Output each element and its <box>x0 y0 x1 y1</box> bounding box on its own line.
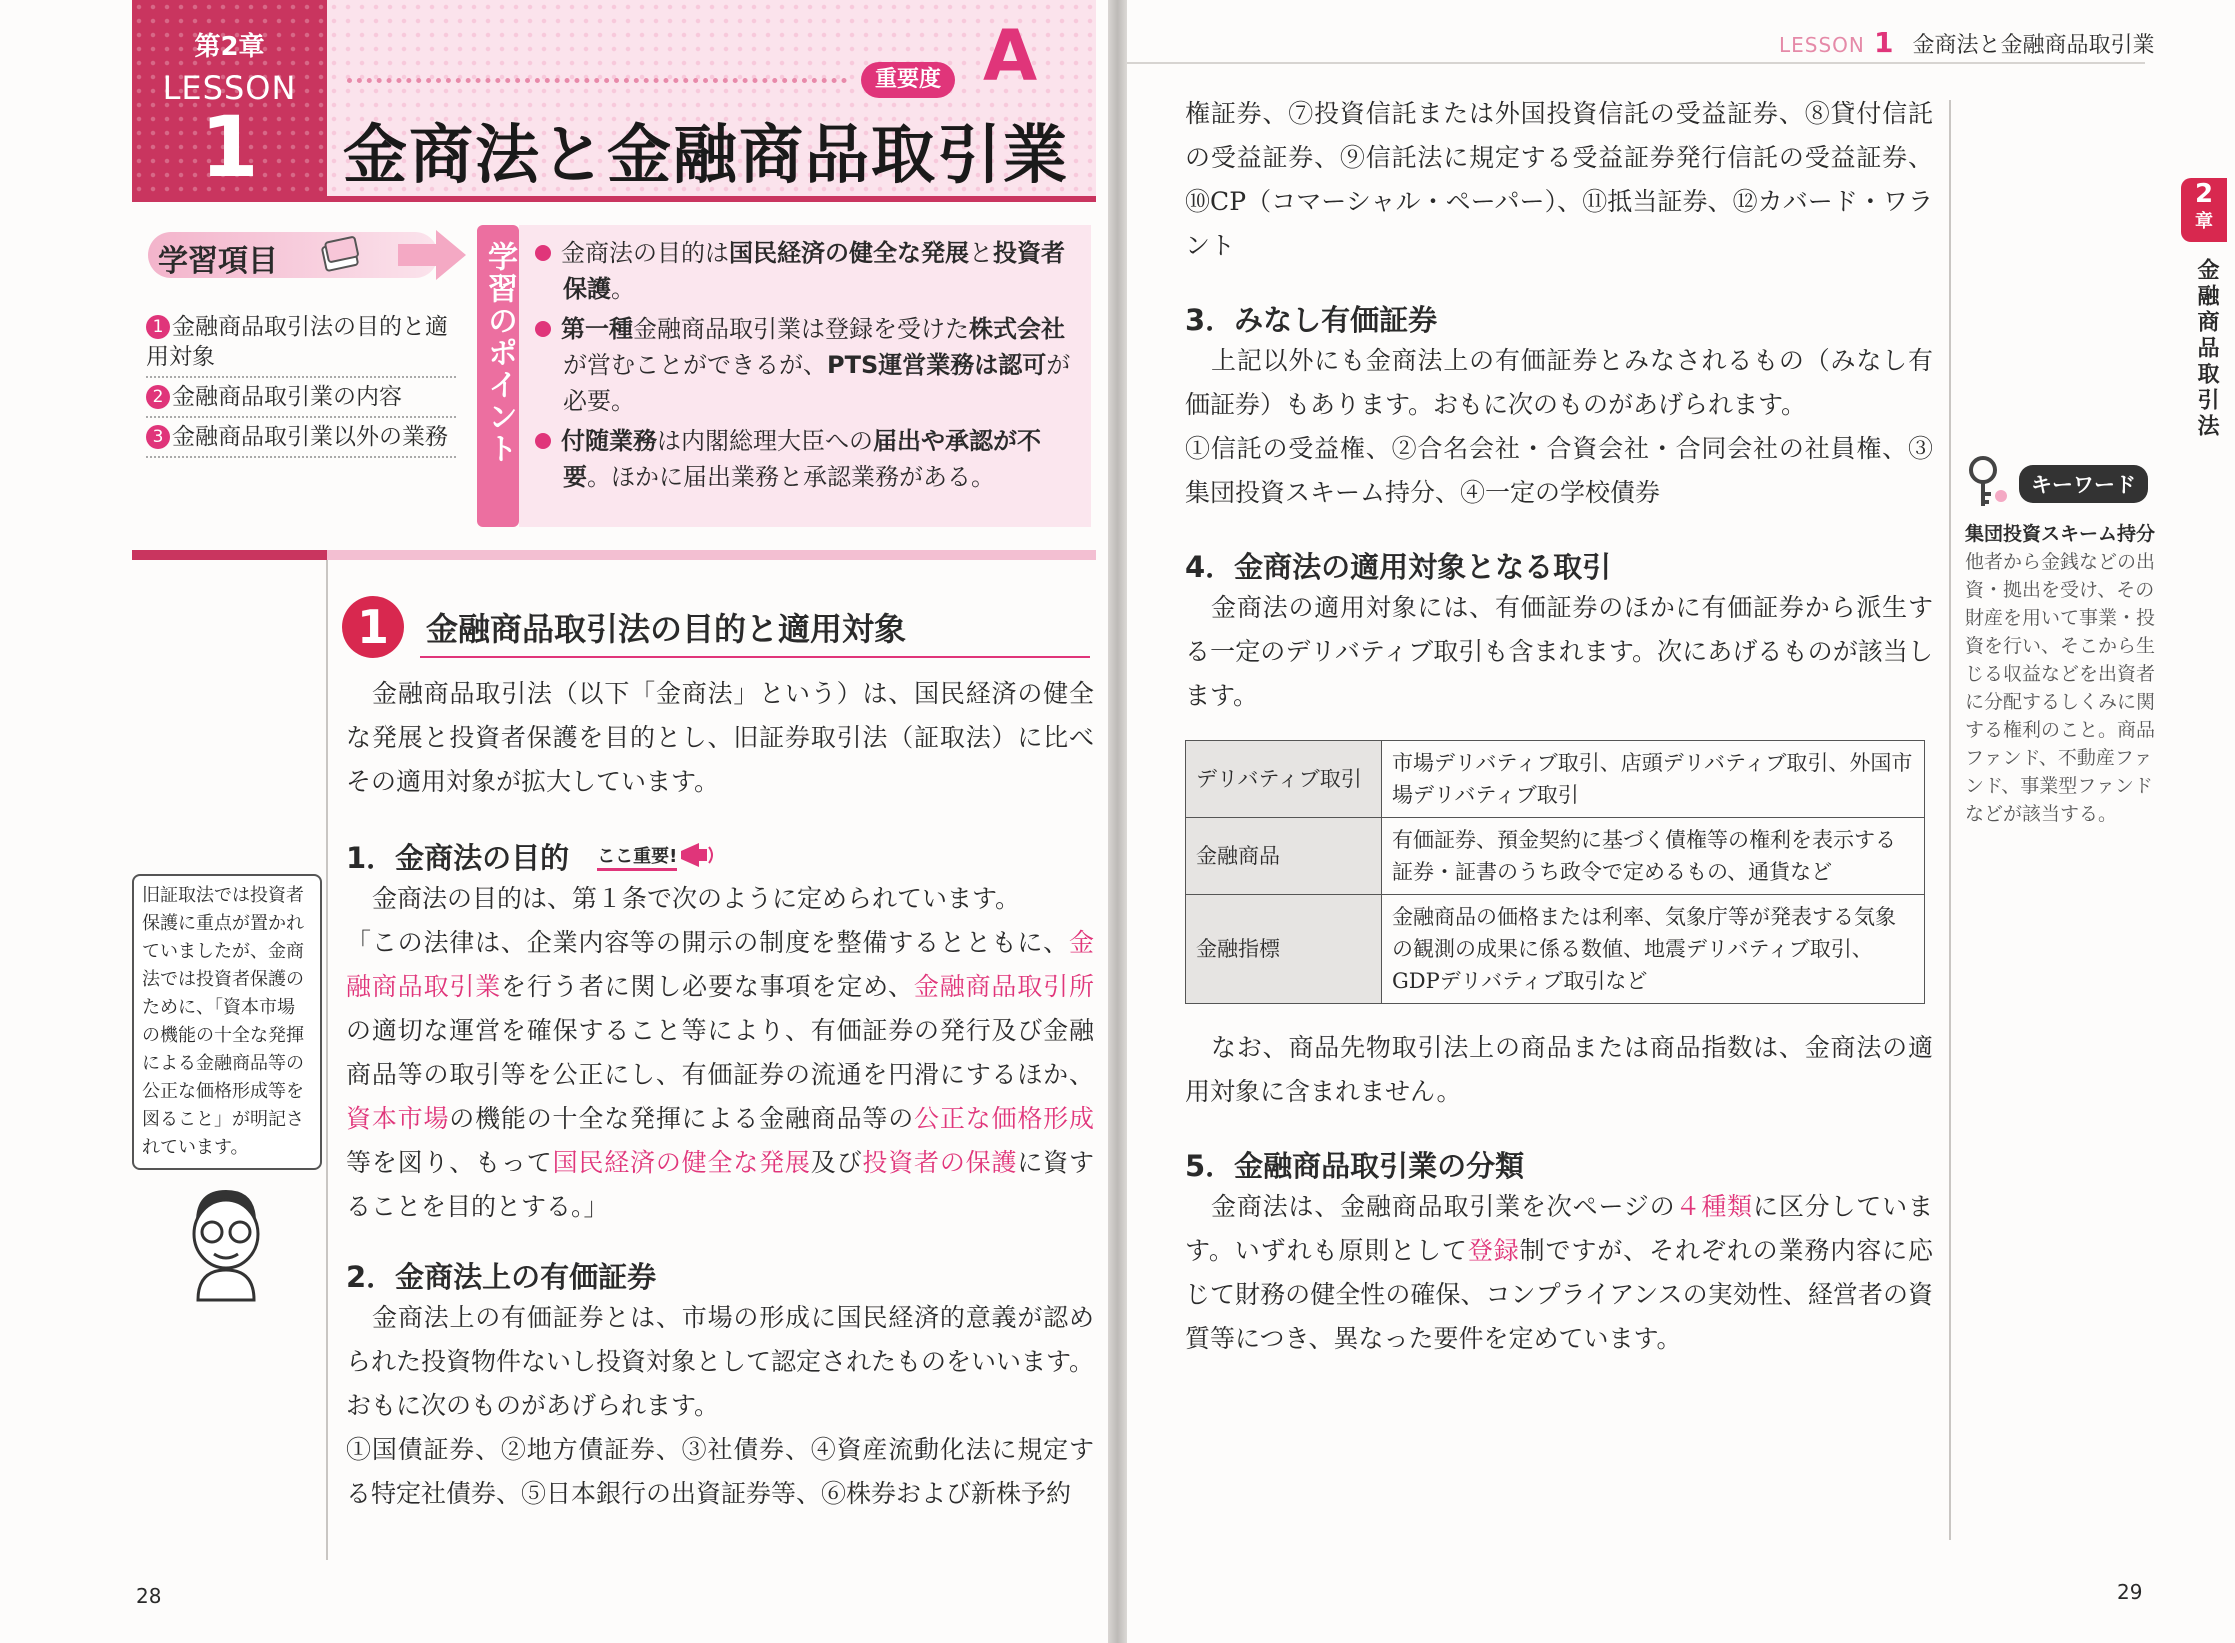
sub4-text: 金商法の適用対象には、有価証券のほかに有価証券から派生する一定のデリバティブ取引も含まれます。次にあげるものが該当します。 <box>1185 593 1933 710</box>
koko-label: ここ重要! <box>597 842 677 871</box>
bold-term: 投資者保護 <box>563 239 1065 303</box>
text-run: を行う者に関し必要な事項を定め、 <box>501 972 914 1001</box>
bold-term: PTS運営業務は認可 <box>827 351 1047 379</box>
highlight-term: 金融商品取引所 <box>913 972 1094 1001</box>
bullet-icon <box>535 245 551 261</box>
text-run: 及び <box>810 1148 863 1177</box>
page-number: 28 <box>136 1584 162 1608</box>
text-run: が必要。 <box>563 351 1071 415</box>
point-text <box>561 239 1065 303</box>
chapter-label: 第2章 <box>194 32 265 62</box>
chapter-tab-label: 章 <box>2195 211 2213 232</box>
chapter-tab-title: 金融商品取引法 <box>2194 258 2219 440</box>
study-items-title: 学習項目 <box>158 244 278 279</box>
margin-rule <box>1949 100 1951 1540</box>
section-number-badge: 1 <box>342 596 404 658</box>
text-run: 。 <box>611 275 635 303</box>
study-item-text: 金融商品取引法の目的と適用対象 <box>146 314 448 370</box>
sub2-title: 2．金商法上の有価証券 <box>346 1260 657 1294</box>
right-page <box>1127 0 2235 1643</box>
chapter-tab-number: 2 <box>2194 179 2214 209</box>
sub5-text <box>1185 1185 1933 1361</box>
header-lesson: LESSON <box>1779 33 1865 57</box>
summary-divider-accent <box>132 550 327 560</box>
key-icon <box>1965 454 2017 514</box>
right-body <box>1185 92 1933 1361</box>
header-title: 金商法と金融商品取引業 <box>1912 33 2155 58</box>
continued-list: 権証券、⑦投資信託または外国投資信託の受益証券、⑧貸付信託の受益証券、⑨信託法に規定する受益証券発行信託の受益証券、⑩CP（コマーシャル・ペーパー）、⑪抵当証券、⑫カバード・ワラント <box>1185 99 1933 260</box>
keyword-heading <box>1965 454 2155 514</box>
study-items-list <box>146 308 456 458</box>
left-body <box>346 672 1094 1516</box>
highlight-term: 投資者の保護 <box>862 1148 1018 1177</box>
text-run: の適切な運営を確保すること等により、有価証券の発行及び金融商品等の取引等を公正にし、有価証券の流通を円滑にするほか、 <box>346 1016 1094 1089</box>
importance-badge: 重要度 <box>861 62 955 98</box>
lesson-number: 1 <box>200 98 259 196</box>
bullet-icon <box>535 321 551 337</box>
book-icon <box>318 234 364 280</box>
bold-term: 付随業務 <box>561 427 657 455</box>
side-note-text: 旧証取法では投資者保護に重点が置かれていましたが、金商法では投資者保護のために、「資本市場の機能の十全な発揮による金融商品等の公正な価格形成等を図ること」が明記されています。 <box>142 885 304 1158</box>
text-run: 等を図り、もって <box>346 1148 553 1177</box>
table-cell: 金融商品の価格または利率、気象庁等が発表する気象の観測の成果に係る数値、地震デリバティブ取引、GDPデリバティブ取引など <box>1382 895 1925 1004</box>
sub3-text: 上記以外にも金商法上の有価証券とみなされるもの（みなし有価証券）もあります。おもに次のものがあげられます。 <box>1185 346 1933 419</box>
point-text <box>561 315 1070 415</box>
sub3-list: ①信託の受益権、②合名会社・合資会社・合同会社の社員権、③集団投資スキーム持分、④一定の学校債券 <box>1185 434 1933 507</box>
chapter-tab <box>2181 178 2227 242</box>
sub2-text: 金商法上の有価証券とは、市場の形成に国民経済的意義が認められた投資物件ないし投資対象として認定されたものをいいます。おもに次のものがあげられます。 <box>346 1303 1095 1420</box>
text-run: の機能の十全な発揮による金融商品等の <box>449 1104 915 1133</box>
study-item-number: 2 <box>146 385 170 409</box>
points-title: 学習のポイント <box>482 241 517 465</box>
study-item-number: 1 <box>146 315 170 339</box>
importance-rank: A <box>983 15 1038 97</box>
text-run: と <box>969 239 993 267</box>
sub1-title: 1．金商法の目的 <box>346 841 570 875</box>
highlight-term: 金融商品取引業 <box>346 928 1094 1001</box>
side-note-bubble <box>132 874 322 1170</box>
title-band <box>327 0 1096 200</box>
highlight-term: 登録 <box>1467 1236 1520 1265</box>
intro-paragraph: 金融商品取引法（以下「金商法」という）は、国民経済の健全な発展と投資者保護を目的とし、旧証券取引法（証取法）に比べその適用対象が拡大しています。 <box>346 679 1094 796</box>
highlight-term: 公正な価格形成 <box>914 1104 1094 1133</box>
table-head-cell: 金融指標 <box>1186 895 1382 1004</box>
text-run: 。ほかに届出業務と承認業務がある。 <box>587 463 995 491</box>
book-gutter <box>1108 0 1127 1643</box>
table-row <box>1186 895 1925 1004</box>
keyword-definition: 他者から金銭などの出資・拠出を受け、その財産を用いて事業・投資を行い、そこから生じる収益などを出資者に分配するしくみに関する権利のこと。商品ファンド、不動産ファンド、事業型ファンドなどが該当する。 <box>1965 551 2156 825</box>
arrow-icon <box>398 228 468 286</box>
lesson-badge <box>132 0 327 200</box>
keyword-sidebar <box>1965 454 2155 828</box>
quote-paragraph <box>346 921 1094 1229</box>
note-paragraph: なお、商品先物取引法上の商品または商品指数は、金商法の適用対象に含まれません。 <box>1185 1033 1933 1106</box>
sub2-list: ①国債証券、②地方債証券、③社債券、④資産流動化法に規定する特定社債券、⑤日本銀行の出資証券等、⑥株券および新株予約 <box>346 1435 1094 1508</box>
points-band <box>477 225 519 527</box>
megaphone-icon <box>677 839 717 875</box>
table-cell: 市場デリバティブ取引、店頭デリバティブ取引、外国市場デリバティブ取引 <box>1382 741 1925 818</box>
highlight-term: 国民経済の健全な発展 <box>552 1148 811 1177</box>
bold-term: 届出や承認が不要 <box>563 427 1041 491</box>
study-items-heading <box>148 232 438 278</box>
character-icon <box>176 1182 276 1306</box>
keyword-label: キーワード <box>2019 465 2148 503</box>
point-item <box>535 235 1075 307</box>
page-title: 金商法と金融商品取引業 <box>343 119 1069 193</box>
point-item <box>535 311 1075 419</box>
point-text <box>561 427 1041 491</box>
study-item-text: 金融商品取引業の内容 <box>172 384 402 410</box>
sub5-title: 5．金融商品取引業の分類 <box>1185 1149 1525 1183</box>
koko-badge <box>597 839 717 875</box>
study-item <box>146 308 456 378</box>
study-item <box>146 418 456 458</box>
study-item-number: 3 <box>146 425 170 449</box>
text-run: 金融商品取引業は登録を受けた <box>633 315 969 343</box>
sub4-title: 4．金商法の適用対象となる取引 <box>1185 550 1612 584</box>
lesson-word: LESSON <box>162 69 297 107</box>
text-run: 制ですが、それぞれの業務内容に応じて財務の健全性の確保、コンプライアンスの実効性、経営者の資質等につき、異なった要件を定めています。 <box>1185 1236 1933 1353</box>
text-run: に区分しています。いずれも原則として <box>1185 1192 1933 1265</box>
page-number: 29 <box>2117 1580 2143 1604</box>
text-run: 「この法律は、企業内容等の開示の制度を整備するとともに、 <box>346 928 1069 957</box>
points-box <box>519 225 1091 527</box>
running-header <box>1779 26 2155 59</box>
subject-table <box>1185 740 1925 1004</box>
bold-term: 株式会社 <box>969 315 1065 343</box>
bold-term: 第一種 <box>561 315 633 343</box>
section-rule <box>420 656 1090 658</box>
sub1-heading <box>346 836 1094 877</box>
text-run: が営むことができるが、 <box>563 351 827 379</box>
text-run: に資することを目的とする。」 <box>346 1148 1094 1221</box>
header-lesson-number: 1 <box>1873 26 1894 59</box>
text-run: 金商法は、金融商品取引業を次ページの <box>1211 1192 1676 1221</box>
table-row <box>1186 741 1925 818</box>
highlight-term: 資本市場 <box>346 1104 450 1133</box>
header-rule <box>1127 62 2145 64</box>
table-cell: 有価証券、預金契約に基づく債権等の権利を表示する証券・証書のうち政令で定めるもの、通貨など <box>1382 818 1925 895</box>
highlight-term: ４種類 <box>1675 1192 1753 1221</box>
study-item-text: 金融商品取引業以外の業務 <box>172 424 448 450</box>
sub3-title: 3．みなし有価証券 <box>1185 303 1438 337</box>
sub1-text: 金商法の目的は、第１条で次のように定められています。 <box>372 884 1021 913</box>
section-title: 金融商品取引法の目的と適用対象 <box>426 610 907 648</box>
bold-term: 国民経済の健全な発展 <box>729 239 969 267</box>
keyword-term: 集団投資スキーム持分 <box>1965 523 2156 545</box>
title-underline <box>132 196 1096 202</box>
text-run: は内閣総理大臣への <box>657 427 873 455</box>
table-head-cell: 金融商品 <box>1186 818 1382 895</box>
study-item <box>146 378 456 418</box>
point-item <box>535 423 1075 495</box>
bullet-icon <box>535 433 551 449</box>
text-run: 金商法の目的は <box>561 239 729 267</box>
left-page <box>0 0 1108 1643</box>
table-head-cell: デリバティブ取引 <box>1186 741 1382 818</box>
margin-rule <box>326 560 328 1560</box>
table-row <box>1186 818 1925 895</box>
dotted-rule <box>347 78 847 83</box>
